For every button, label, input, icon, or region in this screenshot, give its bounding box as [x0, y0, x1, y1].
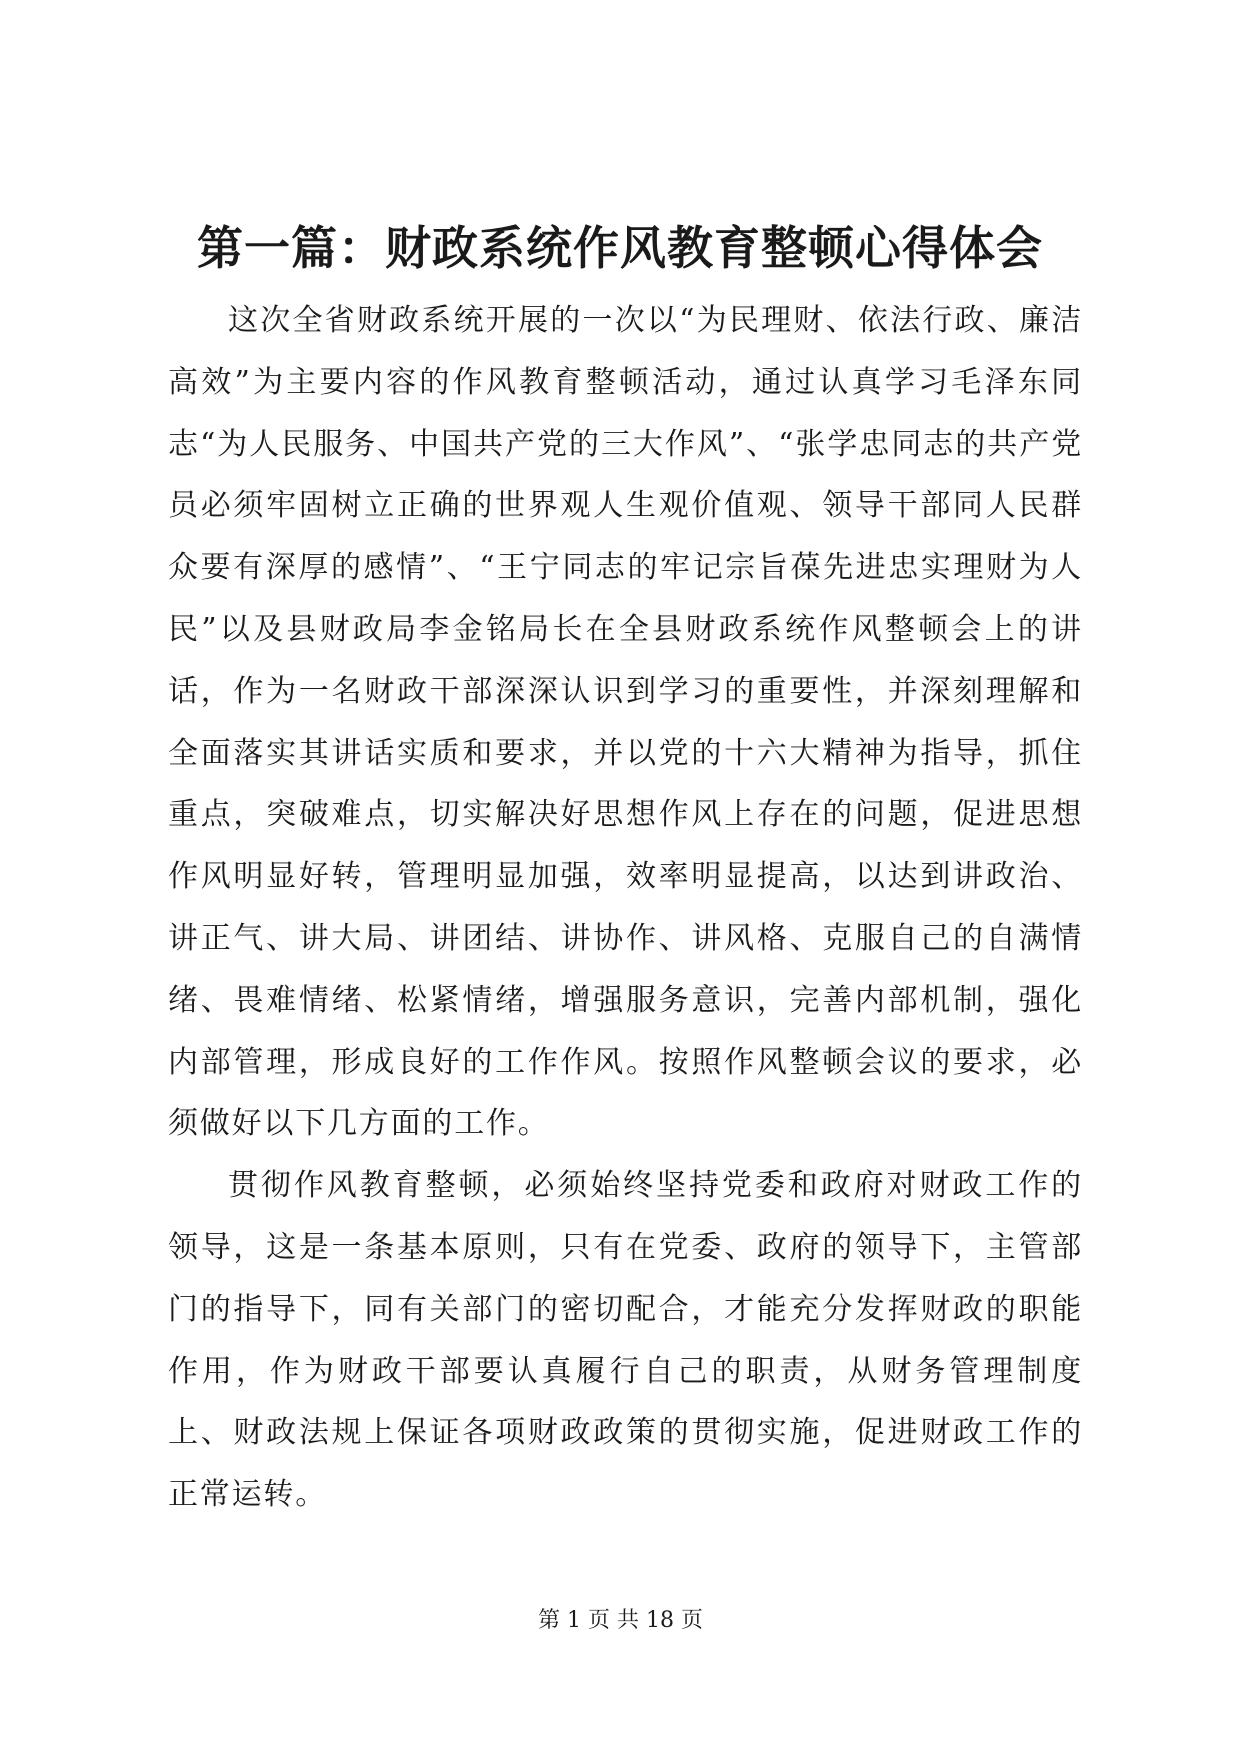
page-number-footer: 第 1 页 共 18 页 — [538, 1608, 703, 1633]
paragraph-2: 贯彻作风教育整顿，必须始终坚持党委和政府对财政工作的领导，这是一条基本原则，只有在党委、政府的领导下，主管部门的指导下，同有关部门的密切配合，才能充分发挥财政的职能作用，作为财政干部要认真履行自己的职责，从财务管理制度上、财政法规上保证各项财政政策的贯彻实施，促进财政工作的正常运转。 — [168, 1168, 1083, 1513]
document-title: 第一篇：财政系统作风教育整顿心得体会 — [197, 221, 1043, 275]
paragraph-1: 这次全省财政系统开展的一次以“为民理财、依法行政、廉洁高效”为主要内容的作风教育整顿活动，通过认真学习毛泽东同志“为人民服务、中国共产党的三大作风”、“张学忠同志的共产党员必须牢固树立正确的世界观人生观价值观、领导干部同人民群众要有深厚的感情”、“王宁同志的牢记宗旨葆先进忠实理财为人民”以及县财政局李金铭局长在全县财政系统作风整顿会上的讲话，作为一名财政干部深深认识到学习的重要性，并深刻理解和全面落实其讲话实质和要求，并以党的十六大精神为指导，抓住重点，突破难点，切实解决好思想作风上存在的问题，促进思想作风明显好转，管理明显加强，效率明显提高，以达到讲政治、讲正气、讲大局、讲团结、讲协作、讲风格、克服自己的自满情绪、畏难情绪、松紧情绪，增强服务意识，完善内部机制，强化内部管理，形成良好的工作作风。按照作风整顿会议的要求，必须做好以下几方面的工作。 — [168, 303, 1083, 1142]
document-body — [168, 290, 1083, 1526]
